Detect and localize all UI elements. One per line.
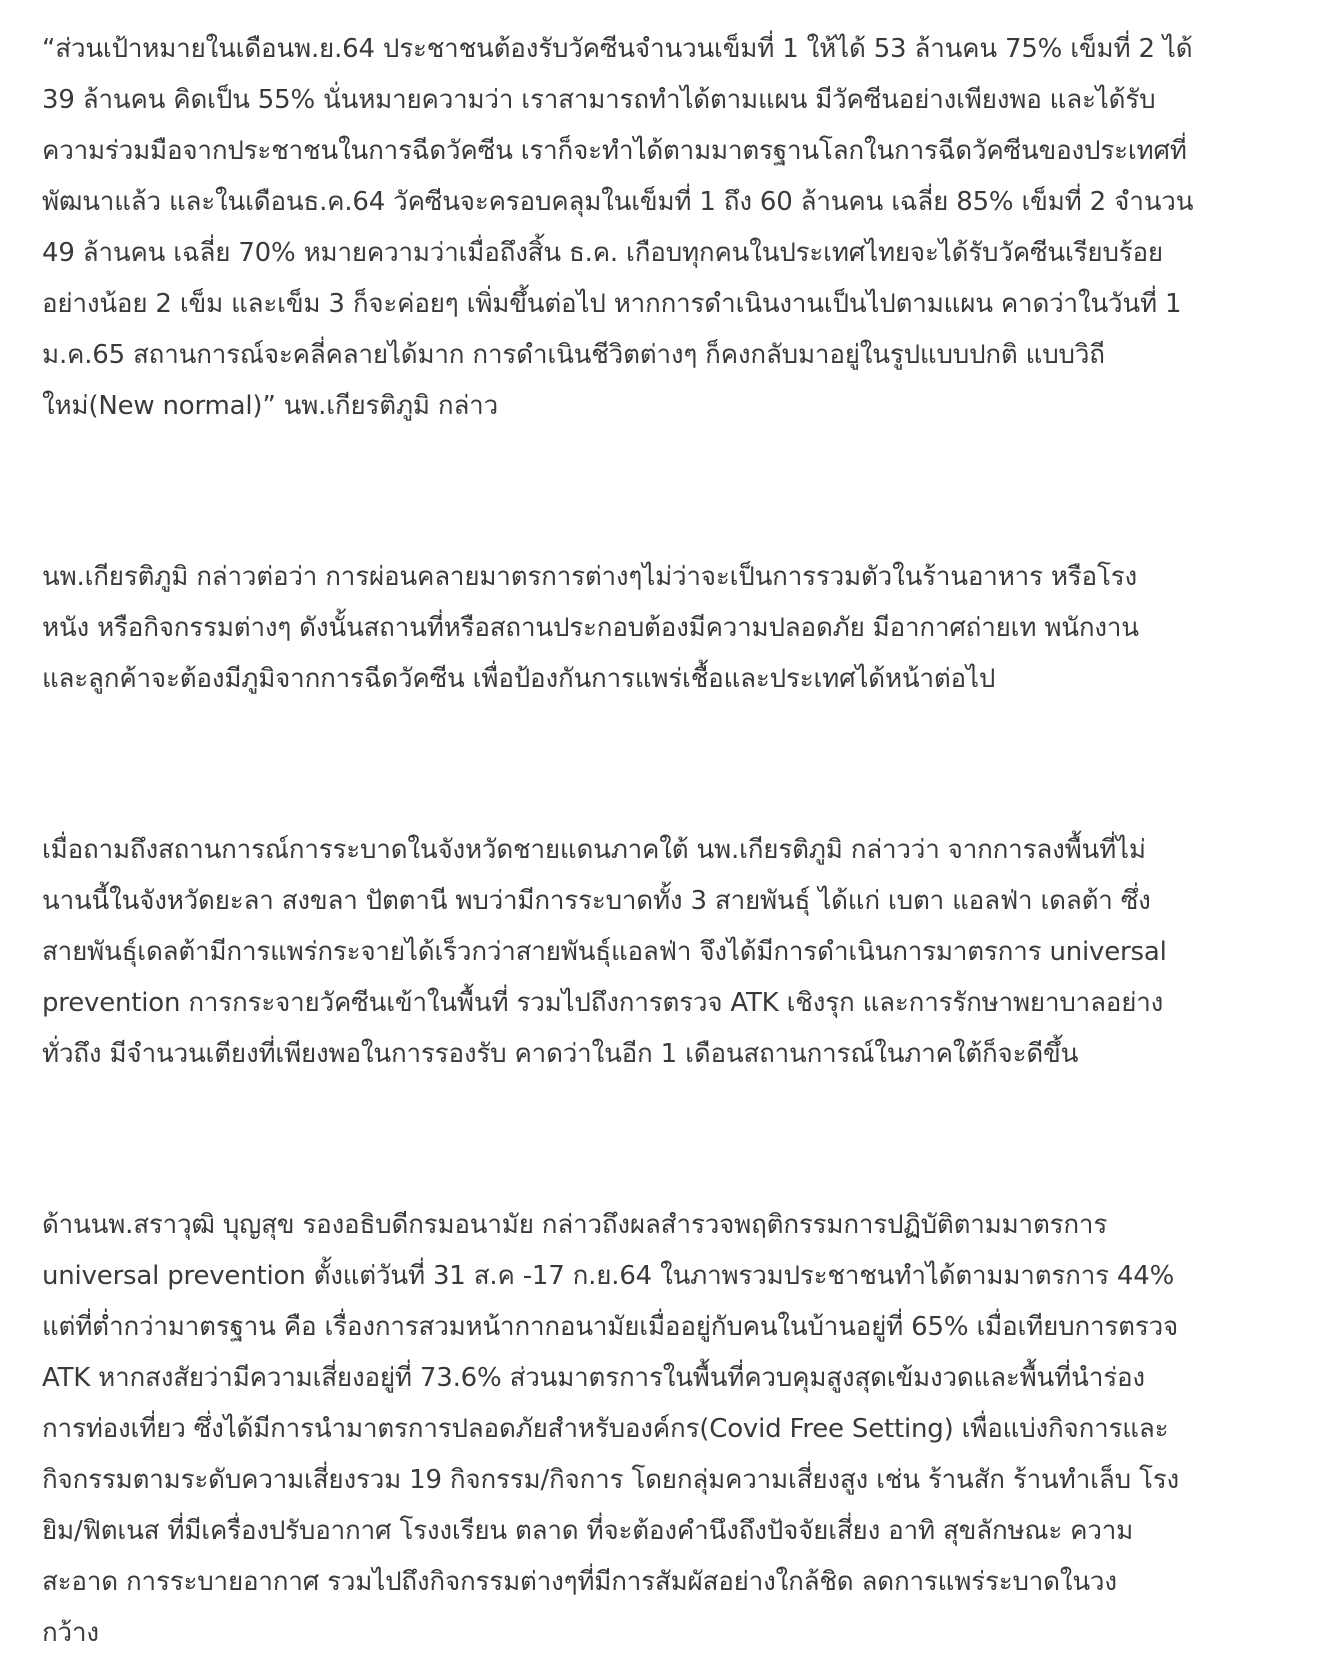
paragraph-spacer [42,1080,1304,1200]
text-line: “ส่วนเป้าหมายในเดือนพ.ย.64 ประชาชนต้องรับวัคซีนจำนวนเข็มที่ 1 ให้ได้ 53 ล้านคน 75% เข็มที่ 2 ได้ [42,34,1193,64]
text-line: ความร่วมมือจากประชาชนในการฉีดวัคซีน เราก็จะทำได้ตามมาตรฐานโลกในการฉีดวัคซีนของประเทศที่ [42,136,1187,166]
text-line: หนัง หรือกิจกรรมต่างๆ ดังนั้นสถานที่หรือสถานประกอบต้องมีความปลอดภัย มีอากาศถ่ายเท พนักงาน [42,613,1139,643]
paragraph-relaxing-measures [42,552,1304,705]
text-line: เมื่อถามถึงสถานการณ์การระบาดในจังหวัดชายแดนภาคใต้ นพ.เกียรติภูมิ กล่าวว่า จากการลงพื้นที่ไม่ [42,835,1146,865]
paragraph-spacer [42,705,1304,825]
text-line: 49 ล้านคน เฉลี่ย 70% หมายความว่าเมื่อถึงสิ้น ธ.ค. เกือบทุกคนในประเทศไทยจะได้รับวัคซีนเรียบร้อย [42,238,1163,268]
text-line: แต่ที่ต่ำกว่ามาตรฐาน คือ เรื่องการสวมหน้ากากอนามัยเมื่ออยู่กับคนในบ้านอยู่ที่ 65% เมื่อเทียบการตรวจ [42,1312,1179,1342]
text-line: ม.ค.65 สถานการณ์จะคลี่คลายได้มาก การดำเนินชีวิตต่างๆ ก็คงกลับมาอยู่ในรูปแบบปกติ แบบวิถี [42,340,1105,370]
text-line: กิจกรรมตามระดับความเสี่ยงรวม 19 กิจกรรม/กิจการ โดยกลุ่มความเสี่ยงสูง เช่น ร้านสัก ร้านทำเล็บ โรง [42,1465,1179,1495]
text-line: ทั่วถึง มีจำนวนเตียงที่เพียงพอในการรองรับ คาดว่าในอีก 1 เดือนสถานการณ์ในภาคใต้ก็จะดีขึ้น [42,1039,1079,1069]
text-line: นพ.เกียรติภูมิ กล่าวต่อว่า การผ่อนคลายมาตรการต่างๆไม่ว่าจะเป็นการรวมตัวในร้านอาหาร หรือโรง [42,562,1138,592]
article-body [42,24,1304,1659]
paragraph-quote-vaccine-targets [42,24,1304,432]
paragraph-southern-outbreak [42,825,1304,1080]
text-line: ยิม/ฟิตเนส ที่มีเครื่องปรับอากาศ โรงงเรียน ตลาด ที่จะต้องคำนึงถึงปัจจัยเสี่ยง อาทิ สุขลักษณะ ความ [42,1516,1134,1546]
text-line: สะอาด การระบายอากาศ รวมไปถึงกิจกรรมต่างๆที่มีการสัมผัสอย่างใกล้ชิด ลดการแพร่ระบาดในวง [42,1567,1117,1597]
text-line: สายพันธุ์เดลต้ามีการแพร่กระจายได้เร็วกว่าสายพันธุ์แอลฟ่า จึงได้มีการดำเนินการมาตรการ universal [42,937,1167,967]
text-line: prevention การกระจายวัคซีนเข้าในพื้นที่ รวมไปถึงการตรวจ ATK เชิงรุก และการรักษาพยาบาลอย่าง [42,988,1164,1018]
text-line: ใหม่(New normal)” นพ.เกียรติภูมิ กล่าว [42,391,498,421]
text-line: และลูกค้าจะต้องมีภูมิจากการฉีดวัคซีน เพื่อป้องกันการแพร่เชื้อและประเทศได้หน้าต่อไป [42,664,996,694]
text-line: ATK หากสงสัยว่ามีความเสี่ยงอยู่ที่ 73.6% ส่วนมาตรการในพื้นที่ควบคุมสูงสุดเข้มงวดและพื้นที่นำร่อง [42,1363,1145,1393]
text-line: การท่องเที่ยว ซึ่งได้มีการนำมาตรการปลอดภัยสำหรับองค์กร(Covid Free Setting) เพื่อแบ่งกิจการและ [42,1414,1169,1444]
text-line: universal prevention ตั้งแต่วันที่ 31 ส.ค -17 ก.ย.64 ในภาพรวมประชาชนทำได้ตามมาตรการ 44% [42,1261,1175,1291]
text-line: นานนี้ในจังหวัดยะลา สงขลา ปัตตานี พบว่ามีการระบาดทั้ง 3 สายพันธุ์ ได้แก่ เบตา แอลฟ่า เดลต้า ซึ่ง [42,886,1151,916]
text-line: 39 ล้านคน คิดเป็น 55% นั่นหมายความว่า เราสามารถทำได้ตามแผน มีวัคซีนอย่างเพียงพอ และได้รับ [42,85,1156,115]
text-line: อย่างน้อย 2 เข็ม และเข็ม 3 ก็จะค่อยๆ เพิ่มขึ้นต่อไป หากการดำเนินงานเป็นไปตามแผน คาดว่าในวันที่ 1 [42,289,1182,319]
paragraph-universal-prevention-survey [42,1200,1304,1659]
paragraph-spacer [42,432,1304,552]
text-line: พัฒนาแล้ว และในเดือนธ.ค.64 วัคซีนจะครอบคลุมในเข็มที่ 1 ถึง 60 ล้านคน เฉลี่ย 85% เข็มที่ 2 จำนวน [42,187,1194,217]
text-line: กว้าง [42,1618,99,1648]
text-line: ด้านนพ.สราวุฒิ บุญสุข รองอธิบดีกรมอนามัย กล่าวถึงผลสำรวจพฤติกรรมการปฏิบัติตามมาตรการ [42,1210,1108,1240]
